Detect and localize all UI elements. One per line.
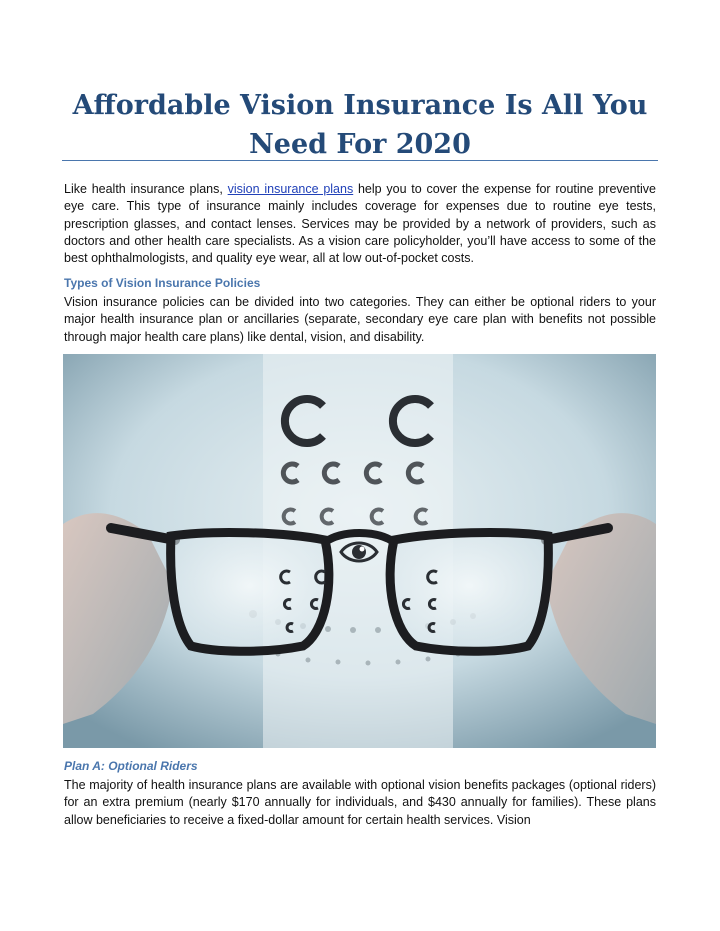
page-title: Affordable Vision Insurance Is All You Need For 2020 <box>72 90 648 160</box>
optional-riders-paragraph: The majority of health insurance plans are available with optional vision benefits packages (optional riders) for an extra premium (nearly $170 annually for individuals, and $430 annually for families). These plans allow beneficiaries to receive a fixed-dollar amount for certain health services. Vision <box>64 778 656 827</box>
section-heading-optional-riders: Plan A: Optional Riders <box>64 759 198 773</box>
intro-paragraph <box>64 181 656 267</box>
eyeglasses-eye-chart-photo <box>63 354 656 748</box>
intro-text-end: help you to cover the expense for routine preventive eye care. This type of insurance mainly includes coverage for expenses due to routine eye tests, prescription glasses, and contact lenses. Services may be provided by a network of providers, such as doctors and other health care specialists. As a vision care policyholder, you’ll have access to some of the best ophthalmologists, and quality eye wear, all at low out-of-pocket costs. <box>64 182 656 266</box>
title-divider <box>62 160 658 161</box>
intro-text-start: Like health insurance plans, <box>64 182 228 196</box>
vision-insurance-plans-link[interactable]: vision insurance plans <box>227 182 354 196</box>
section-heading-types: Types of Vision Insurance Policies <box>64 276 261 290</box>
types-paragraph: Vision insurance policies can be divided into two categories. They can either be optional riders to your major health insurance plan or ancillaries (separate, secondary eye care plan with benefits not possible through major health care plans) like dental, vision, and disability. <box>64 295 656 344</box>
